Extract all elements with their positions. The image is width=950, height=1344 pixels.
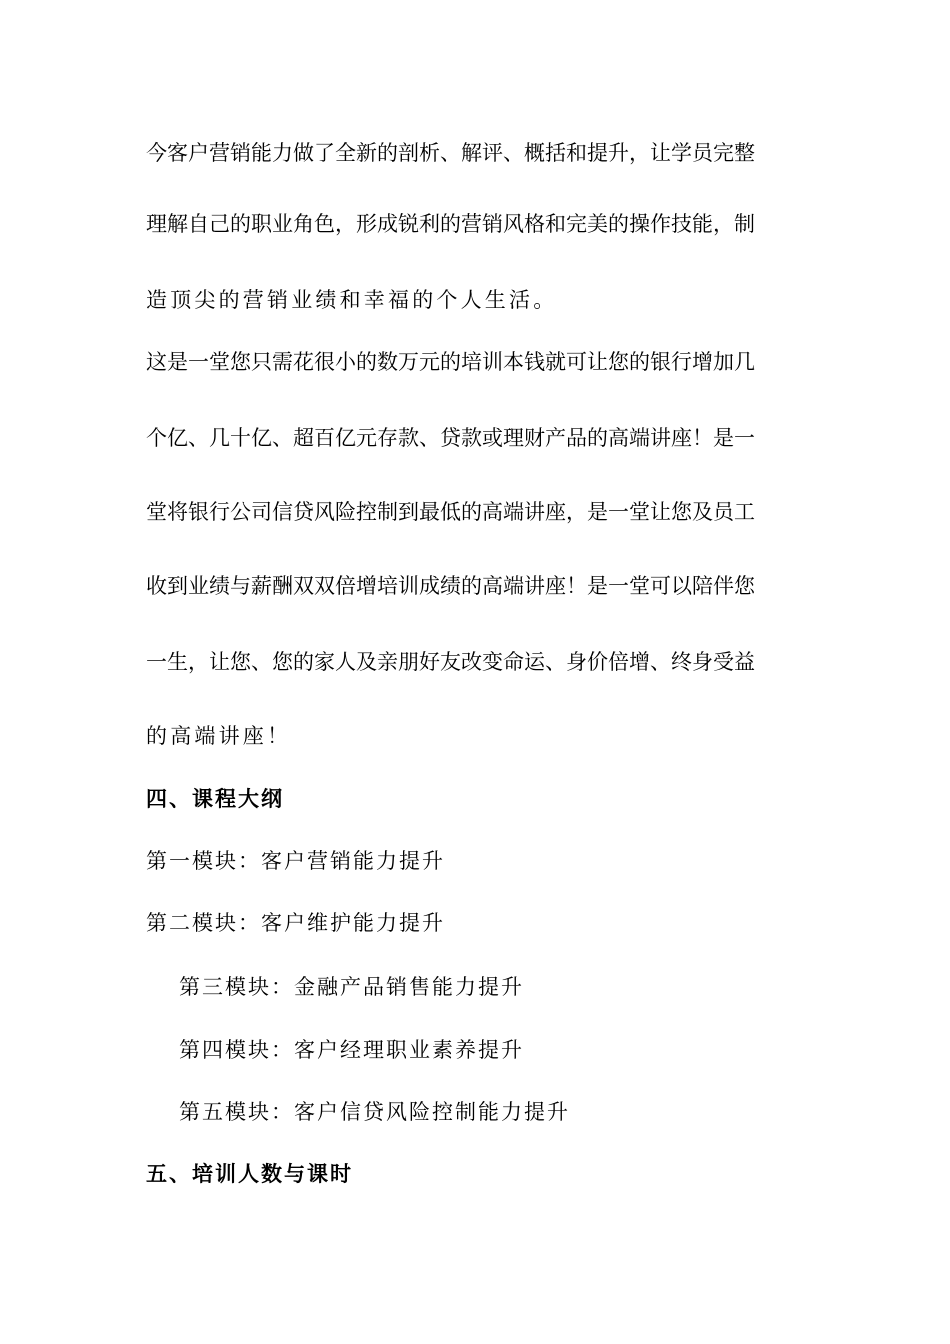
section-4-heading: 四、课程大纲 [146,786,284,811]
module-5: 第五模块：客户信贷风险控制能力提升 [179,1100,570,1124]
paragraph-1-line-1: 今客户营销能力做了全新的剖析、解评、概括和提升，让学员完整 [146,141,755,165]
paragraph-2-line-2: 个亿、几十亿、超百亿元存款、贷款或理财产品的高端讲座！是一 [146,426,755,450]
section-5-heading: 五、培训人数与课时 [146,1161,353,1186]
module-3: 第三模块：金融产品销售能力提升 [179,975,524,999]
paragraph-1-line-2: 理解自己的职业角色，形成锐利的营销风格和完美的操作技能，制 [146,212,755,236]
module-2: 第二模块：客户维护能力提升 [146,911,445,935]
module-4: 第四模块：客户经理职业素养提升 [179,1038,524,1062]
paragraph-2-line-4: 收到业绩与薪酬双双倍增培训成绩的高端讲座！是一堂可以陪伴您 [146,574,755,598]
paragraph-2-line-6: 的高端讲座！ [146,724,292,748]
paragraph-2-line-5: 一生，让您、您的家人及亲朋好友改变命运、身价倍增、终身受益 [146,650,755,674]
paragraph-1-line-3: 造顶尖的营销业绩和幸福的个人生活。 [146,288,558,312]
paragraph-2-line-1: 这是一堂您只需花很小的数万元的培训本钱就可让您的银行增加几 [146,350,755,374]
module-1: 第一模块：客户营销能力提升 [146,849,445,873]
paragraph-2-line-3: 堂将银行公司信贷风险控制到最低的高端讲座，是一堂让您及员工 [146,500,755,524]
